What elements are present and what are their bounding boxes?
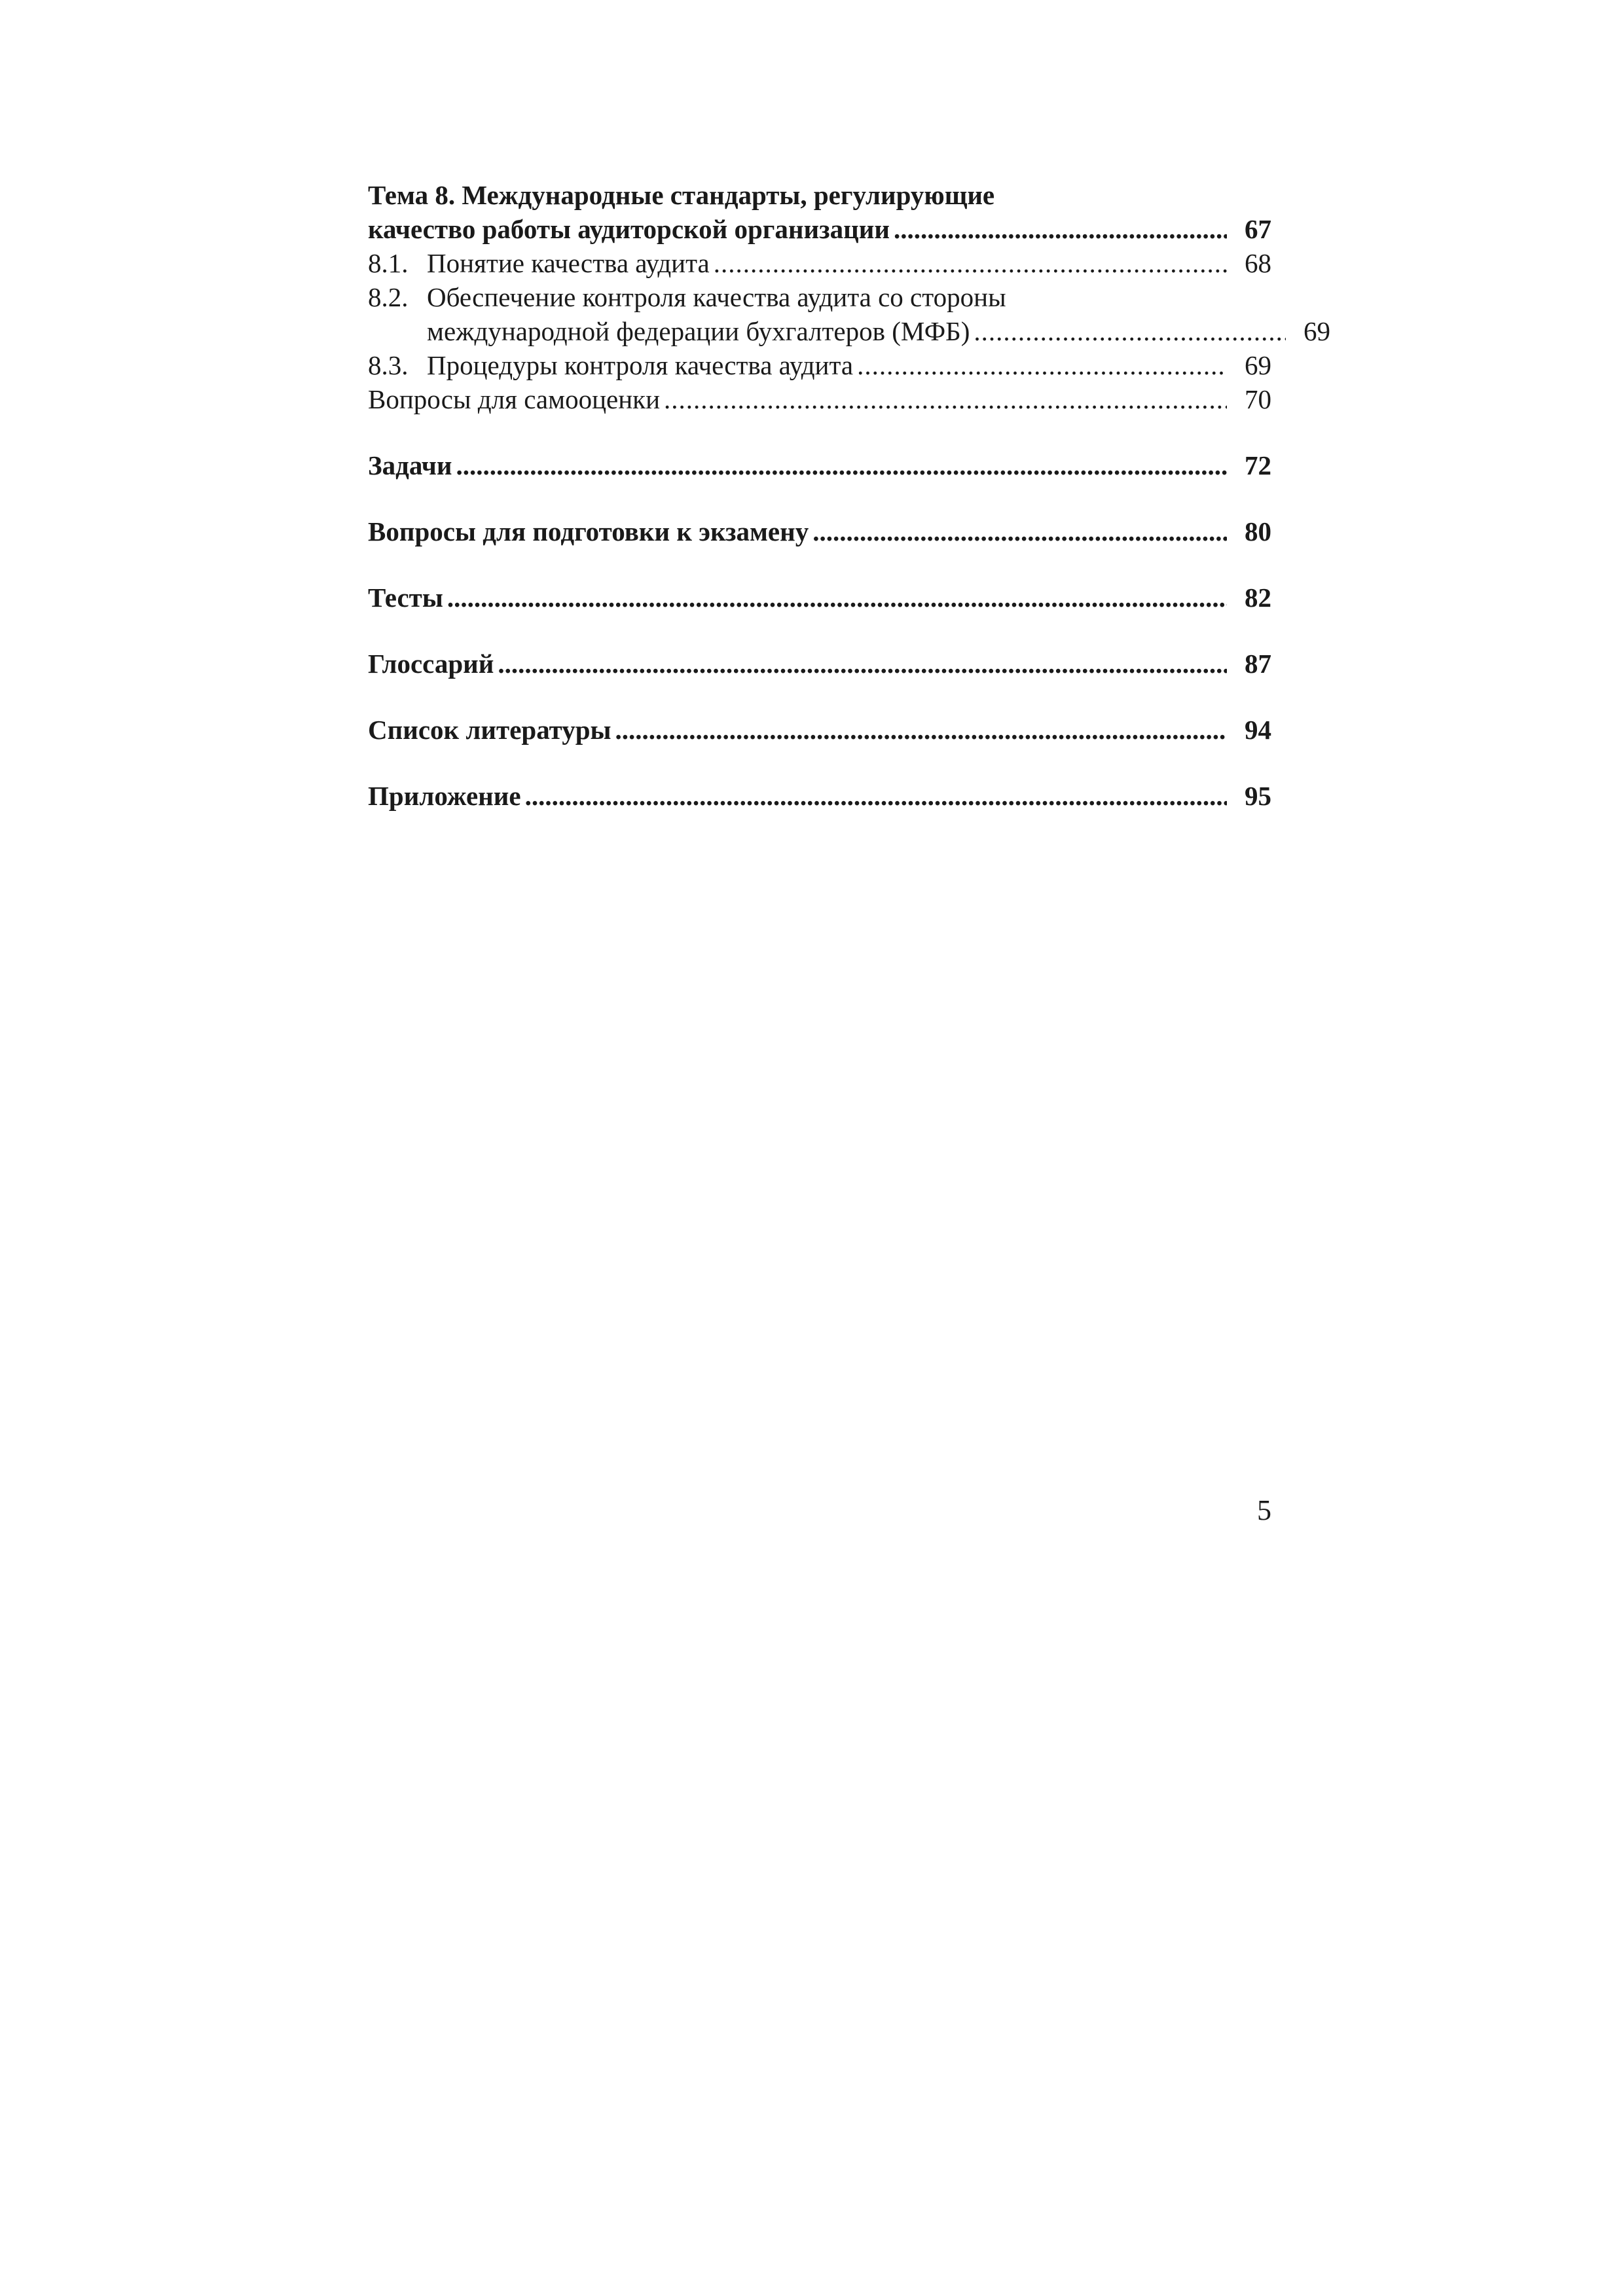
dot-leader [714, 246, 1227, 280]
dot-leader [894, 212, 1227, 246]
toc-entry-title: Глоссарий [368, 649, 494, 679]
toc-entry-title: международной федерации бухгалтеров (МФБ) [427, 316, 970, 346]
toc-page-number: 68 [1245, 248, 1271, 278]
toc-entry-selfcheck[interactable] [368, 382, 1271, 416]
toc-entry-title: качество работы аудиторской организации [368, 214, 890, 244]
toc-page-number: 87 [1245, 649, 1271, 679]
dot-leader [664, 382, 1227, 416]
toc-entry-appendix[interactable] [368, 779, 1271, 813]
toc-entry-title: Приложение [368, 781, 521, 811]
toc-entry-8-2-line1 [368, 280, 1271, 314]
section-number: 8.3. [368, 350, 409, 380]
toc-entry-8-2[interactable] [368, 314, 1330, 348]
spacer [368, 482, 1271, 514]
toc-entry-title: Задачи [368, 450, 452, 480]
toc-entry-tasks[interactable] [368, 448, 1271, 482]
toc-entry-title: Вопросы для самооценки [368, 384, 661, 414]
toc-entry-literature[interactable] [368, 713, 1271, 747]
toc-entry-exam[interactable] [368, 514, 1271, 548]
spacer [368, 548, 1271, 581]
toc-entry-title: Тема 8. Международные стандарты, регулирующие [368, 180, 995, 210]
toc-page-number: 94 [1245, 715, 1271, 745]
dot-leader [498, 647, 1227, 681]
spacer [368, 615, 1271, 647]
toc-entry-title: Список литературы [368, 715, 611, 745]
spacer [368, 681, 1271, 713]
toc-page-number: 67 [1245, 214, 1271, 244]
toc-entry-title: Понятие качества аудита [427, 248, 710, 278]
page-number: 5 [1257, 1494, 1271, 1526]
toc-entry-tests[interactable] [368, 581, 1271, 615]
toc-entry-glossary[interactable] [368, 647, 1271, 681]
dot-leader [447, 581, 1227, 615]
dot-leader [615, 713, 1227, 747]
toc-page-number: 80 [1245, 516, 1271, 547]
dot-leader [525, 779, 1227, 813]
dot-leader [974, 314, 1286, 348]
section-number: 8.2. [368, 282, 409, 312]
toc-page-number: 95 [1245, 781, 1271, 811]
toc-page-number: 70 [1245, 384, 1271, 414]
toc-entry-title: Тесты [368, 583, 443, 613]
dot-leader [857, 348, 1227, 382]
toc-entry-title: Процедуры контроля качества аудита [427, 350, 854, 380]
toc-entry-title: Вопросы для подготовки к экзамену [368, 516, 809, 547]
dot-leader [812, 514, 1227, 548]
section-number: 8.1. [368, 248, 409, 278]
toc-entry-topic8[interactable] [368, 212, 1271, 246]
toc-entry-8-1[interactable] [368, 246, 1271, 280]
toc-entry-8-3[interactable] [368, 348, 1271, 382]
toc-page-number: 69 [1304, 316, 1330, 346]
spacer [368, 747, 1271, 779]
toc-page-number: 82 [1245, 583, 1271, 613]
toc-page-number: 69 [1245, 350, 1271, 380]
table-of-contents [368, 178, 1330, 813]
toc-entry-title: Обеспечение контроля качества аудита со стороны [427, 282, 1006, 312]
spacer [368, 416, 1271, 448]
dot-leader [456, 448, 1228, 482]
toc-topic8-heading [368, 178, 1271, 212]
toc-page-number: 72 [1245, 450, 1271, 480]
